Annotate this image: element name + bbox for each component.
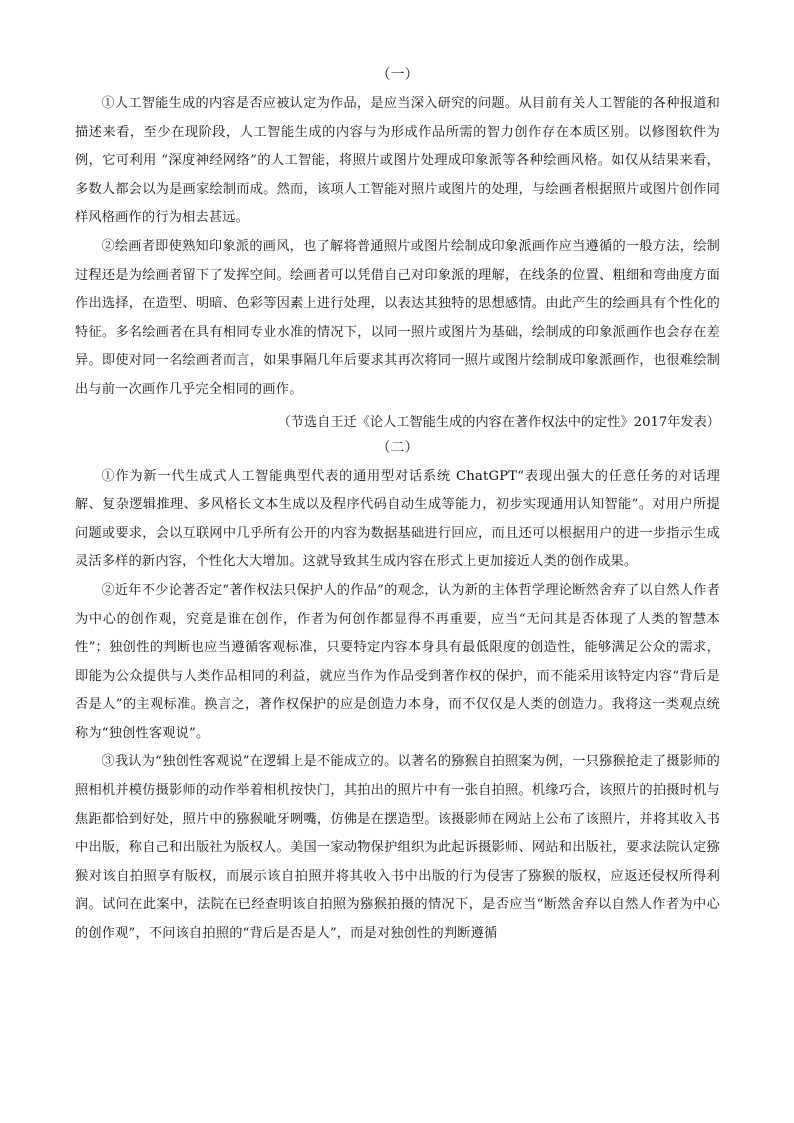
document-body (75, 64, 720, 949)
section-2-paragraph-1: ①作为新一代生成式人工智能典型代表的通用型对话系统 ChatGPT“表现出强大的任意任务的对话理解、复杂逻辑推理、多风格长文本生成以及程序代码自动生成等能力，初步实现通用认知智能”。对用户所提问题或要求，会以互联网中几乎所有公开的内容为数据基础进行回应，而且还可以根据用户的进一步指示生成灵活多样的新内容，个性化大大增加。这就导致其生成内容在形式上更加接近人类的创作成果。 (75, 468, 720, 570)
section-1-paragraph-1: ①人工智能生成的内容是否应被认定为作品，是应当深入研究的问题。从目前有关人工智能的各种报道和描述来看，至少在现阶段，人工智能生成的内容与为形成作品所需的智力创作存在本质区别。以修图软件为例，它可利用 “深度神经网络”的人工智能，将照片或图片处理成印象派等各种绘画风格。如仅从结果来看，多数人都会以为是画家绘制而成。然而，该项人工智能对照片或图片的处理，与绘画者根据照片或图片创作同样风格画作的行为相去甚远。 (75, 96, 720, 226)
section-2-paragraph-2: ②近年不少论著否定“著作权法只保护人的作品”的观念，认为新的主体哲学理论断然舍弃了以自然人作者为中心的创作观，究竟是谁在创作，作者为何创作都显得不再重要，应当“无问其是否体现了人类的智慧本性”；独创性的判断也应当遵循客观标准，只要特定内容本身具有最低限度的创造性，能够满足公众的需求，即能为公众提供与人类作品相同的利益，就应当作为作品受到著作权的保护，而不能采用该特定内容“背后是否是人”的主观标准。换言之，著作权保护的应是创造力本身，而不仅仅是人类的创造力。我将这一类观点统称为“独创性客观说”。 (75, 582, 720, 741)
section-title-2: （二） (376, 439, 419, 456)
section-1-paragraph-2: ②绘画者即使熟知印象派的画风，也了解将普通照片或图片绘制成印象派画作应当遵循的一般方法，绘制过程还是为绘画者留下了发挥空间。绘画者可以凭借自己对印象派的理解，在线条的位置、粗细和弯曲度方面作出选择，在造型、明暗、色彩等因素上进行处理，以表达其独特的思想感情。由此产生的绘画具有个性化的特征。多名绘画者在具有相同专业水准的情况下，以同一照片或图片为基础，绘制成的印象派画作也会存在差异。即使对同一名绘画者而言，如果事隔几年后要求其再次将同一照片或图片绘制成印象派画作，也很难绘制出与前一次画作几乎完全相同的画作。 (75, 238, 720, 397)
section-title-1: （一） (376, 67, 419, 83)
section-2-paragraph-3: ③我认为“独创性客观说”在逻辑上是不能成立的。以著名的猕猴自拍照案为例，一只猕猴抢走了摄影师的照相机并模仿摄影师的动作举着相机按快门，其拍出的照片中有一张自拍照。机缘巧合，该照片的拍摄时机与焦距都恰到好处，照片中的猕猴呲牙咧嘴，仿佛是在摆造型。该摄影师在网站上公布了该照片，并将其收入书中出版，称自己和出版社为版权人。美国一家动物保护组织为此起诉摄影师、网站和出版社，要求法院认定猕猴对该自拍照享有版权，而展示该自拍照并将其收入书中出版的行为侵害了猕猴的版权，应返还侵权所得利润。试问在此案中，法院在已经查明该自拍照为猕猴拍摄的情况下，是否应当“断然舍弃以自然人作者为中心的创作观”，不问该自拍照的“背后是否是人”，而是对独创性的判断遵循 (75, 754, 720, 942)
section-1-source-citation: （节选自王迁《论人工智能生成的内容在著作权法中的定性》2017年发表） (277, 414, 720, 430)
